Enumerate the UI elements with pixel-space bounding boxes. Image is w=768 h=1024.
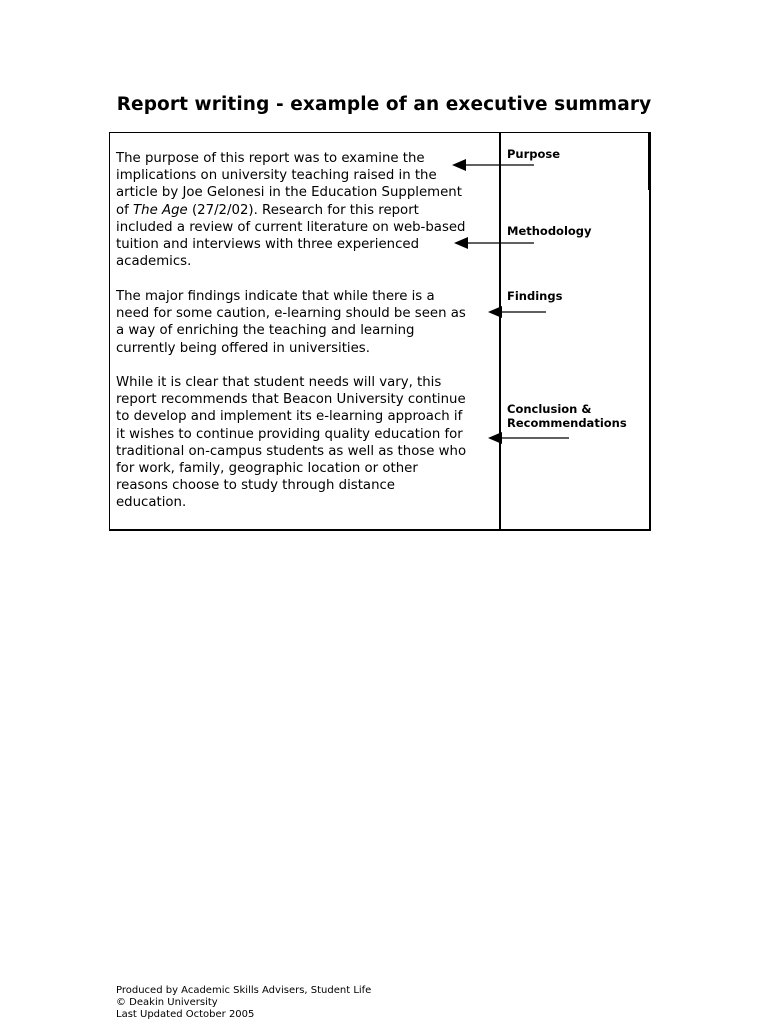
label-findings: Findings xyxy=(507,289,563,303)
column-divider xyxy=(499,132,501,530)
label-conclusion-recommendations: Conclusion & Recommendations xyxy=(507,402,627,430)
box-right-border-top xyxy=(648,132,651,190)
box-right-border-bottom xyxy=(649,190,651,530)
footer-producer: Produced by Academic Skills Advisers, Student Life xyxy=(116,985,372,996)
footer-last-updated: Last Updated October 2005 xyxy=(116,1009,255,1020)
newspaper-title: The Age xyxy=(133,202,188,218)
label-purpose: Purpose xyxy=(507,147,561,161)
paragraph1-text-b: (27/2/02). Research for this report included a review of current literature on web-based tuition and interviews with three experienced academics. xyxy=(116,202,466,270)
footer-copyright: © Deakin University xyxy=(116,997,218,1008)
document-title: Report writing - example of an executive summary xyxy=(116,94,652,115)
label-methodology: Methodology xyxy=(507,224,592,238)
paragraph1-text-a: The purpose of this report was to examine the implications on university teaching raised in the article by Joe Gelonesi in the Education Supplement of xyxy=(116,151,462,218)
page-footer xyxy=(116,985,371,1021)
findings-paragraph: The major findings indicate that while there is a need for some caution, e-learning should be seen as a way of enriching the teaching and learning currently being offered in universities. xyxy=(116,289,466,356)
conclusion-paragraph: While it is clear that student needs will vary, this report recommends that Beacon University continue to develop and implement its e-learning approach if it wishes to continue providing quality education for traditional on-campus students as well as those who for work, family, geographic location or other reasons choose to study through distance education. xyxy=(116,375,467,511)
purpose-methodology-paragraph xyxy=(116,150,498,270)
